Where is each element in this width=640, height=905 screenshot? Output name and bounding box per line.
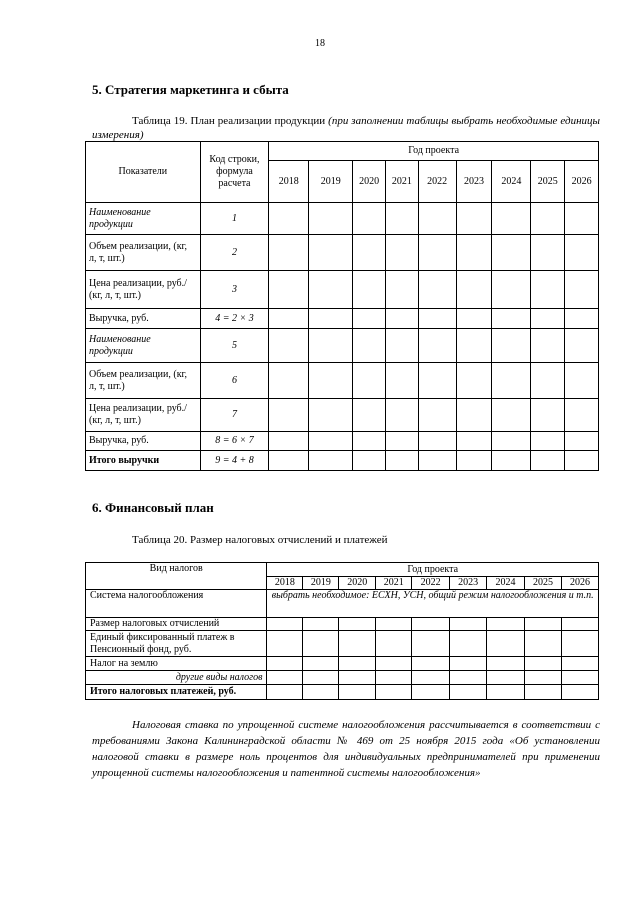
header-code: Код строки, формула расчета <box>200 142 269 203</box>
row-label: Единый фиксированный платеж в Пенсионный фонд, руб. <box>86 631 267 657</box>
header-year: 2020 <box>339 577 376 590</box>
table-row <box>86 618 599 631</box>
row-label: Выручка, руб. <box>86 432 201 451</box>
header-year: 2025 <box>531 161 565 203</box>
table-row <box>86 657 599 671</box>
header-year-group: Год проекта <box>267 563 599 577</box>
row-code: 3 <box>200 271 269 309</box>
header-indicator: Показатели <box>86 142 201 203</box>
table-row <box>86 235 599 271</box>
row-label: Объем реализации, (кг, л, т, шт.) <box>86 235 201 271</box>
sales-plan-table <box>85 141 599 471</box>
table-row <box>86 631 599 657</box>
table-19-caption-main: Таблица 19. План реализации продукции <box>132 115 326 127</box>
row-code: 2 <box>200 235 269 271</box>
row-code: 4 = 2 × 3 <box>200 309 269 329</box>
table-20-caption <box>92 533 600 547</box>
header-year: 2022 <box>412 577 450 590</box>
section-5-title: 5. Стратегия маркетинга и сбыта <box>92 82 289 97</box>
header-year: 2022 <box>418 161 456 203</box>
table-row <box>86 203 599 235</box>
header-year: 2021 <box>376 577 412 590</box>
row-label: Размер налоговых отчислений <box>86 618 267 631</box>
header-year-group: Год проекта <box>269 142 599 161</box>
header-year: 2023 <box>456 161 492 203</box>
table-row <box>86 671 599 685</box>
table-20-caption-text: Таблица 20. Размер налоговых отчислений и платежей <box>132 534 388 546</box>
row-label: Налог на землю <box>86 657 267 671</box>
table-19-caption-note: (при заполнении таблицы выбрать необходимые единицы измерения) <box>92 115 601 141</box>
row-label: Цена реализации, руб./ (кг, л, т, шт.) <box>86 271 201 309</box>
row-code: 1 <box>200 203 269 235</box>
tax-table <box>85 562 599 700</box>
header-year: 2025 <box>525 577 562 590</box>
table-row <box>86 432 599 451</box>
header-year: 2019 <box>309 161 353 203</box>
row-label: другие виды налогов <box>86 671 267 685</box>
row-code: 8 = 6 × 7 <box>200 432 269 451</box>
row-label: Объем реализации, (кг, л, т, шт.) <box>86 363 201 399</box>
tax-rate-footnote-text: Налоговая ставка по упрощенной системе налогообложения рассчитывается в соответствии с требованиями Закона Калининградской области № 469 от 25 ноября 2015 года «Об установлении налоговой ставки в размере ноль процентов для индивидуальных предпринимателей при применении упрощенной системы налогообложения и патентной системы налогообложения» <box>92 719 600 779</box>
table-row <box>86 451 599 471</box>
header-year: 2018 <box>267 577 303 590</box>
header-year: 2018 <box>269 161 309 203</box>
row-label: Цена реализации, руб./ (кг, л, т, шт.) <box>86 399 201 432</box>
row-code: 5 <box>200 329 269 363</box>
header-year: 2024 <box>492 161 531 203</box>
row-label: Система налогообложения <box>86 590 267 618</box>
table-row <box>86 271 599 309</box>
table-row <box>86 590 599 618</box>
row-code: 6 <box>200 363 269 399</box>
table-19-caption <box>92 114 600 142</box>
tax-rate-footnote <box>92 717 600 781</box>
table-row <box>86 363 599 399</box>
table-row <box>86 685 599 700</box>
header-year: 2026 <box>561 577 598 590</box>
page-number: 18 <box>315 38 325 49</box>
tax-system-note: выбрать необходимое: ЕСХН, УСН, общий режим налогообложения и т.п. <box>267 590 599 618</box>
header-year: 2020 <box>353 161 386 203</box>
section-6-title: 6. Финансовый план <box>92 500 214 515</box>
header-tax-type: Вид налогов <box>86 563 267 590</box>
header-year: 2021 <box>385 161 418 203</box>
header-year: 2024 <box>487 577 525 590</box>
table-row <box>86 309 599 329</box>
header-year: 2026 <box>565 161 599 203</box>
row-label: Итого налоговых платежей, руб. <box>86 685 267 700</box>
row-label: Итого выручки <box>86 451 201 471</box>
row-code: 9 = 4 + 8 <box>200 451 269 471</box>
row-label: Наименование продукции <box>86 203 201 235</box>
table-row <box>86 329 599 363</box>
header-year: 2023 <box>450 577 487 590</box>
header-year: 2019 <box>303 577 339 590</box>
row-label: Выручка, руб. <box>86 309 201 329</box>
row-label: Наименование продукции <box>86 329 201 363</box>
row-code: 7 <box>200 399 269 432</box>
table-row <box>86 399 599 432</box>
